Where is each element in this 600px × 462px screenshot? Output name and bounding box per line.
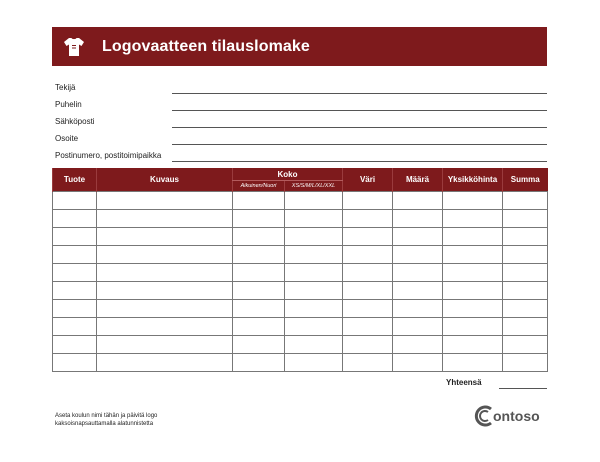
field-puhelin[interactable] (55, 97, 547, 114)
table-cell[interactable] (503, 210, 548, 228)
table-cell[interactable] (97, 318, 233, 336)
field-label: Puhelin (55, 100, 82, 109)
table-cell[interactable] (343, 282, 393, 300)
logo-text: ontoso (493, 408, 540, 424)
table-cell[interactable] (343, 336, 393, 354)
field-label: Tekijä (55, 83, 76, 92)
table-cell[interactable] (285, 210, 343, 228)
table-cell[interactable] (233, 228, 285, 246)
field-osoite[interactable] (55, 131, 547, 148)
field-input-line[interactable] (172, 127, 547, 128)
table-cell[interactable] (343, 228, 393, 246)
footer-note-line: Aseta koulun nimi tähän ja päivitä logo (55, 413, 158, 419)
table-cell[interactable] (393, 210, 443, 228)
table-cell[interactable] (233, 210, 285, 228)
field-input-line[interactable] (172, 93, 547, 94)
table-row (53, 228, 548, 246)
footer-note-line: kaksoisnapsauttamalla alatunnistetta (55, 421, 154, 427)
field-input-line[interactable] (172, 161, 547, 162)
table-cell[interactable] (233, 264, 285, 282)
table-cell[interactable] (97, 192, 233, 210)
header-tuote: Tuote (53, 168, 97, 192)
table-row (53, 246, 548, 264)
table-cell[interactable] (503, 246, 548, 264)
table-cell[interactable] (97, 354, 233, 372)
table-cell[interactable] (343, 192, 393, 210)
table-cell[interactable] (393, 264, 443, 282)
order-table (52, 168, 548, 372)
table-cell[interactable] (233, 336, 285, 354)
table-cell[interactable] (443, 354, 503, 372)
table-cell[interactable] (503, 282, 548, 300)
table-cell[interactable] (97, 228, 233, 246)
table-cell[interactable] (53, 354, 97, 372)
table-row (53, 264, 548, 282)
table-row (53, 300, 548, 318)
table-cell[interactable] (443, 210, 503, 228)
total-input-line[interactable] (499, 388, 547, 389)
header-maara: Määrä (393, 168, 443, 192)
field-input-line[interactable] (172, 144, 547, 145)
total-label: Yhteensä (446, 378, 482, 387)
header-kuvaus: Kuvaus (97, 168, 233, 192)
table-row (53, 282, 548, 300)
table-cell[interactable] (53, 318, 97, 336)
table-cell[interactable] (443, 318, 503, 336)
table-cell[interactable] (343, 246, 393, 264)
table-row (53, 354, 548, 372)
table-cell[interactable] (53, 336, 97, 354)
header-koko-sizes: XS/S/M/L/XL/XXL (285, 181, 343, 192)
table-row (53, 192, 548, 210)
header-koko: Koko (233, 168, 343, 181)
table-cell[interactable] (53, 210, 97, 228)
table-row (53, 210, 548, 228)
table-row (53, 318, 548, 336)
contact-fields (55, 80, 547, 165)
table-cell[interactable] (503, 264, 548, 282)
table-cell[interactable] (503, 354, 548, 372)
table-cell[interactable] (285, 282, 343, 300)
table-cell[interactable] (97, 264, 233, 282)
table-cell[interactable] (97, 282, 233, 300)
table-cell[interactable] (285, 264, 343, 282)
table-cell[interactable] (343, 264, 393, 282)
table-cell[interactable] (343, 300, 393, 318)
table-cell[interactable] (443, 336, 503, 354)
title-banner (52, 27, 547, 66)
table-cell[interactable] (443, 246, 503, 264)
field-input-line[interactable] (172, 110, 547, 111)
table-cell[interactable] (97, 300, 233, 318)
table-cell[interactable] (285, 318, 343, 336)
table-cell[interactable] (503, 228, 548, 246)
field-label: Sähköposti (55, 117, 95, 126)
table-cell[interactable] (393, 228, 443, 246)
table-cell[interactable] (393, 336, 443, 354)
table-cell[interactable] (503, 336, 548, 354)
table-cell[interactable] (233, 300, 285, 318)
table-cell[interactable] (443, 300, 503, 318)
table-cell[interactable] (53, 300, 97, 318)
table-cell[interactable] (97, 336, 233, 354)
table-cell[interactable] (233, 192, 285, 210)
table-cell[interactable] (503, 318, 548, 336)
table-cell[interactable] (443, 192, 503, 210)
table-cell[interactable] (233, 354, 285, 372)
table-cell[interactable] (285, 192, 343, 210)
footer-note (55, 412, 215, 428)
table-cell[interactable] (97, 246, 233, 264)
table-row (53, 336, 548, 354)
table-cell[interactable] (343, 354, 393, 372)
table-cell[interactable] (53, 264, 97, 282)
table-cell[interactable] (285, 300, 343, 318)
table-cell[interactable] (393, 192, 443, 210)
table-cell[interactable] (443, 228, 503, 246)
table-cell[interactable] (53, 192, 97, 210)
field-label: Postinumero, postitoimipaikka (55, 151, 162, 160)
table-cell[interactable] (285, 336, 343, 354)
table-cell[interactable] (343, 210, 393, 228)
table-cell[interactable] (53, 282, 97, 300)
table-cell[interactable] (393, 300, 443, 318)
table-cell[interactable] (97, 210, 233, 228)
table-cell[interactable] (503, 192, 548, 210)
field-sahkoposti[interactable] (55, 114, 547, 131)
table-cell[interactable] (285, 246, 343, 264)
field-tekija[interactable] (55, 80, 547, 97)
table-cell[interactable] (503, 300, 548, 318)
field-postinumero[interactable] (55, 148, 547, 165)
t-shirt-icon (61, 36, 87, 58)
table-cell[interactable] (443, 282, 503, 300)
table-cell[interactable] (285, 354, 343, 372)
table-cell[interactable] (233, 318, 285, 336)
table-cell[interactable] (343, 318, 393, 336)
header-yksikkohinta: Yksikköhinta (443, 168, 503, 192)
header-koko-aikuinen: Aikuinen/Nuori (233, 181, 285, 192)
table-cell[interactable] (285, 228, 343, 246)
table-cell[interactable] (393, 354, 443, 372)
table-cell[interactable] (393, 246, 443, 264)
table-cell[interactable] (393, 318, 443, 336)
table-cell[interactable] (233, 282, 285, 300)
header-summa: Summa (503, 168, 548, 192)
field-label: Osoite (55, 134, 79, 143)
page-title: Logovaatteen tilauslomake (102, 37, 310, 55)
header-vari: Väri (343, 168, 393, 192)
contoso-logo (474, 404, 540, 428)
order-table-body (53, 192, 548, 372)
table-cell[interactable] (233, 246, 285, 264)
table-cell[interactable] (53, 246, 97, 264)
table-cell[interactable] (53, 228, 97, 246)
table-cell[interactable] (443, 264, 503, 282)
table-cell[interactable] (393, 282, 443, 300)
